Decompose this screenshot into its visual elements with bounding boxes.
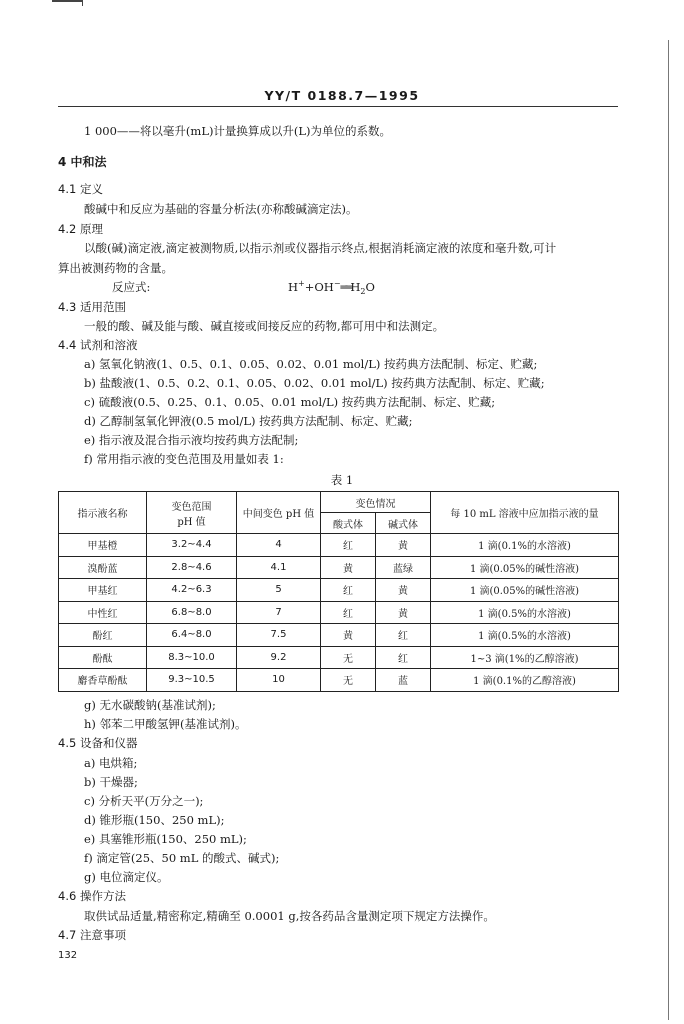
scan-edge-tick — [82, 0, 84, 6]
equipment-a: a) 电烘箱; — [84, 756, 138, 770]
page-number: 132 — [58, 950, 78, 961]
reaction-h2: H — [350, 279, 361, 294]
cell-base: 黄 — [376, 601, 431, 624]
indicator-table — [58, 491, 619, 692]
equipment-c: c) 分析天平(万分之一); — [84, 794, 204, 808]
col-header-change: 变色情况 — [321, 492, 431, 513]
cell-name: 中性红 — [59, 601, 147, 624]
cell-dose: 1 滴(0.1%的水溶液) — [431, 534, 619, 557]
equipment-g: g) 电位滴定仪。 — [84, 870, 169, 884]
page-edge-line — [668, 40, 669, 1020]
cell-range: 4.2~6.3 — [147, 579, 237, 602]
cell-dose: 1 滴(0.1%的乙醇溶液) — [431, 669, 619, 692]
col-header-acid: 酸式体 — [321, 513, 376, 534]
reagent-e: e) 指示液及混合指示液均按药典方法配制; — [84, 433, 299, 447]
reaction-equation — [288, 279, 375, 296]
table-row — [59, 556, 619, 579]
table-row — [59, 624, 619, 647]
table-caption: 表 1 — [330, 473, 354, 487]
cell-base: 蓝绿 — [376, 556, 431, 579]
reagent-g: g) 无水碳酸钠(基准试剂); — [84, 698, 216, 712]
cell-acid: 红 — [321, 534, 376, 557]
col-header-base: 碱式体 — [376, 513, 431, 534]
table-row — [59, 646, 619, 669]
cell-acid: 无 — [321, 646, 376, 669]
cell-dose: 1 滴(0.5%的水溶液) — [431, 624, 619, 647]
reaction-h: H — [288, 279, 299, 294]
cell-range: 6.8~8.0 — [147, 601, 237, 624]
reaction-oh: +OH — [304, 279, 334, 294]
cell-dose: 1 滴(0.05%的碱性溶液) — [431, 579, 619, 602]
reaction-plus-charge: + — [298, 279, 305, 288]
cell-name: 酚酞 — [59, 646, 147, 669]
procedure-text: 取供试品适量,精密称定,精确至 0.0001 g,按各药品含量测定项下规定方法操作。 — [84, 909, 495, 923]
cell-name: 酚红 — [59, 624, 147, 647]
cell-base: 黄 — [376, 534, 431, 557]
section-4-heading: 4 中和法 — [58, 155, 107, 169]
cell-base: 红 — [376, 646, 431, 669]
reaction-arrow: ══ — [340, 279, 351, 294]
cell-name: 甲基橙 — [59, 534, 147, 557]
equipment-e: e) 具塞锥形瓶(150、250 mL); — [84, 832, 247, 846]
reaction-o: O — [365, 279, 375, 294]
reagent-b: b) 盐酸液(1、0.5、0.2、0.1、0.05、0.02、0.01 mol/L) 按药典方法配制、标定、贮藏; — [84, 376, 545, 390]
cell-mid: 7.5 — [237, 624, 321, 647]
reagent-f: f) 常用指示液的变色范围及用量如表 1: — [84, 452, 284, 466]
table-row — [59, 579, 619, 602]
section-4-7-heading: 4.7 注意事项 — [58, 928, 126, 942]
cell-acid: 黄 — [321, 624, 376, 647]
coefficient-note: 1 000——将以毫升(mL)计量换算成以升(L)为单位的系数。 — [84, 124, 392, 138]
col-header-range-title: 变色范围 — [171, 501, 212, 513]
cell-base: 红 — [376, 624, 431, 647]
reagent-d: d) 乙醇制氢氧化钾液(0.5 mol/L) 按药典方法配制、标定、贮藏; — [84, 414, 413, 428]
cell-mid: 10 — [237, 669, 321, 692]
scan-edge-mark — [52, 0, 82, 2]
table-row — [59, 534, 619, 557]
header-rule — [58, 106, 618, 107]
cell-name: 溴酚蓝 — [59, 556, 147, 579]
section-4-1-heading: 4.1 定义 — [58, 182, 103, 196]
standard-header: YY/T 0188.7—1995 — [264, 88, 420, 103]
reagent-a: a) 氢氧化钠液(1、0.5、0.1、0.05、0.02、0.01 mol/L) 按药典方法配制、标定、贮藏; — [84, 357, 538, 371]
cell-dose: 1 滴(0.5%的水溶液) — [431, 601, 619, 624]
cell-dose: 1~3 滴(1%的乙醇溶液) — [431, 646, 619, 669]
cell-acid: 黄 — [321, 556, 376, 579]
col-header-mid: 中间变色 pH 值 — [237, 492, 321, 534]
section-4-5-heading: 4.5 设备和仪器 — [58, 736, 138, 750]
cell-range: 8.3~10.0 — [147, 646, 237, 669]
col-header-dose: 每 10 mL 溶液中应加指示液的量 — [431, 492, 619, 534]
cell-dose: 1 滴(0.05%的碱性溶液) — [431, 556, 619, 579]
col-header-name: 指示液名称 — [59, 492, 147, 534]
equipment-d: d) 锥形瓶(150、250 mL); — [84, 813, 225, 827]
cell-mid: 7 — [237, 601, 321, 624]
definition-text: 酸碱中和反应为基础的容量分析法(亦称酸碱滴定法)。 — [84, 202, 358, 216]
cell-range: 6.4~8.0 — [147, 624, 237, 647]
cell-mid: 4 — [237, 534, 321, 557]
cell-range: 3.2~4.4 — [147, 534, 237, 557]
col-header-range-sub: pH 值 — [177, 516, 206, 528]
cell-acid: 无 — [321, 669, 376, 692]
section-4-4-heading: 4.4 试剂和溶液 — [58, 338, 138, 352]
reagent-c: c) 硫酸液(0.5、0.25、0.1、0.05、0.01 mol/L) 按药典方法配制、标定、贮藏; — [84, 395, 496, 409]
section-4-6-heading: 4.6 操作方法 — [58, 889, 126, 903]
reagent-h: h) 邻苯二甲酸氢钾(基准试剂)。 — [84, 717, 247, 731]
section-4-2-heading: 4.2 原理 — [58, 222, 103, 236]
principle-text-line1: 以酸(碱)滴定液,滴定被测物质,以指示剂或仪器指示终点,根据消耗滴定液的浓度和毫升数,可计 — [84, 241, 557, 255]
equipment-b: b) 干燥器; — [84, 775, 138, 789]
cell-range: 2.8~4.6 — [147, 556, 237, 579]
equipment-f: f) 滴定管(25、50 mL 的酸式、碱式); — [84, 851, 280, 865]
cell-acid: 红 — [321, 601, 376, 624]
cell-acid: 红 — [321, 579, 376, 602]
reaction-minus-charge: − — [333, 279, 341, 288]
table-row — [59, 601, 619, 624]
reaction-label: 反应式: — [112, 280, 151, 294]
reaction-sub2: 2 — [360, 287, 366, 297]
cell-mid: 5 — [237, 579, 321, 602]
section-4-3-heading: 4.3 适用范围 — [58, 300, 126, 314]
cell-mid: 9.2 — [237, 646, 321, 669]
cell-range: 9.3~10.5 — [147, 669, 237, 692]
col-header-range — [147, 492, 237, 534]
cell-base: 蓝 — [376, 669, 431, 692]
cell-name: 甲基红 — [59, 579, 147, 602]
scope-text: 一般的酸、碱及能与酸、碱直接或间接反应的药物,都可用中和法测定。 — [84, 319, 445, 333]
table-row — [59, 669, 619, 692]
cell-base: 黄 — [376, 579, 431, 602]
principle-text-line2: 算出被测药物的含量。 — [58, 261, 173, 275]
cell-name: 麝香草酚酞 — [59, 669, 147, 692]
cell-mid: 4.1 — [237, 556, 321, 579]
